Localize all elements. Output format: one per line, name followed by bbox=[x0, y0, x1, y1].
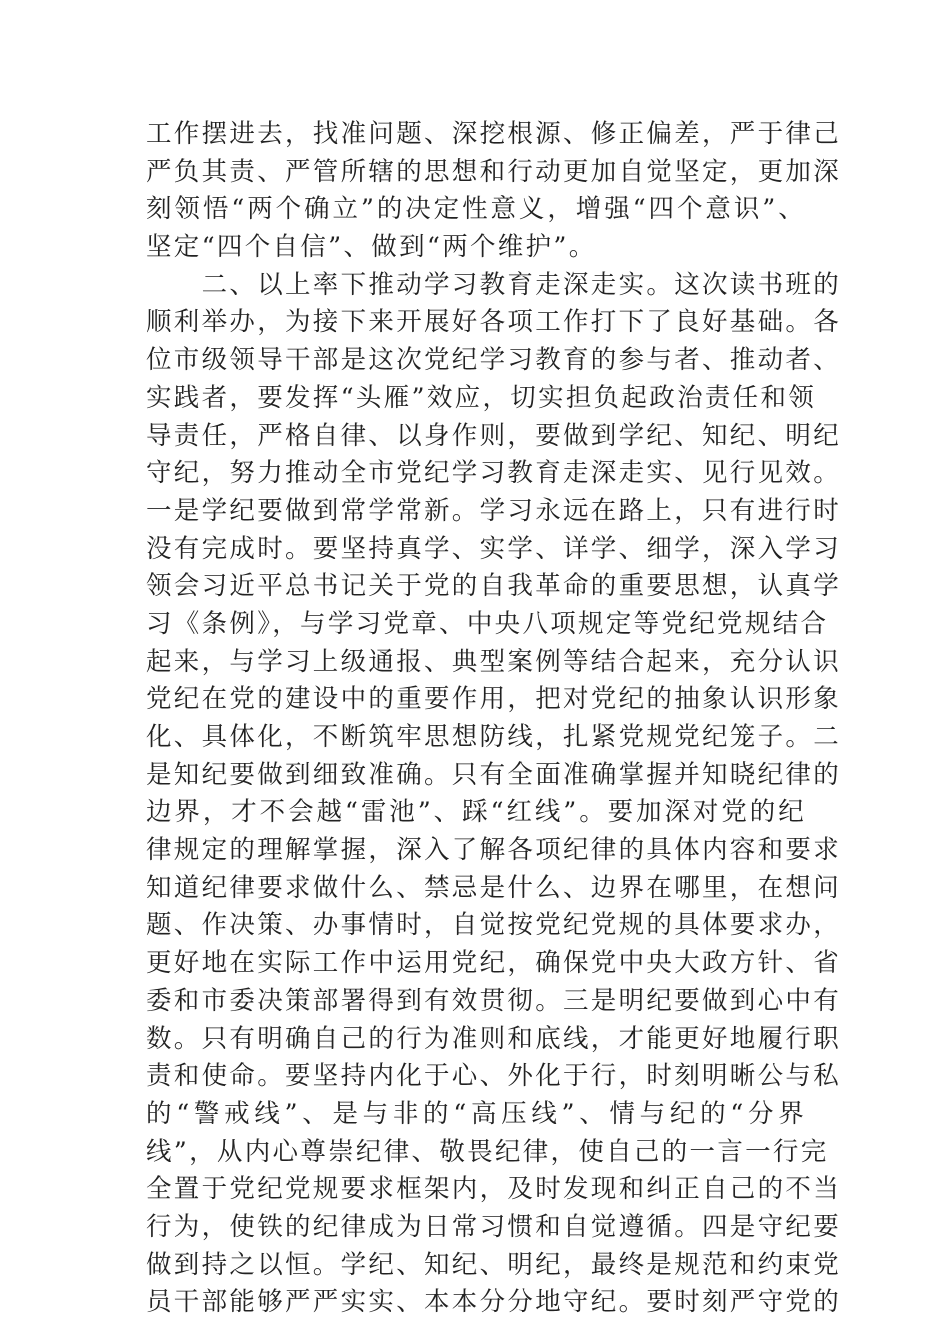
text-line: 位市级领导干部是这次党纪学习教育的参与者、推动者、 bbox=[146, 345, 842, 376]
text-line: 律规定的理解掌握，深入了解各项纪律的具体内容和要求 bbox=[146, 835, 842, 866]
text-line: 顺利举办，为接下来开展好各项工作打下了良好基础。各 bbox=[146, 307, 842, 338]
text-line: 实践者，要发挥“头雁”效应，切实担负起政治责任和领 bbox=[146, 382, 817, 413]
text-line: 责和使命。要坚持内化于心、外化于行，时刻明晰公与私 bbox=[146, 1061, 842, 1092]
text-line: 行为，使铁的纪律成为日常习惯和自觉遵循。四是守纪要 bbox=[146, 1211, 842, 1242]
text-line: 习《条例》，与学习党章、中央八项规定等党纪党规结合 bbox=[146, 608, 829, 639]
text-line: 边界，才不会越“雷池”、踩“红线”。要加深对党的纪 bbox=[146, 797, 806, 828]
text-line: 起来，与学习上级通报、典型案例等结合起来，充分认识 bbox=[146, 646, 842, 677]
text-line: 更好地在实际工作中运用党纪，确保党中央大政方针、省 bbox=[146, 948, 842, 979]
text-line: 员干部能够严严实实、本本分分地守纪。要时刻严守党的 bbox=[146, 1287, 842, 1318]
paragraph-first-line: 二、以上率下推动学习教育走深走实。这次读书班的 bbox=[146, 269, 842, 300]
text-line: 党纪在党的建设中的重要作用，把对党纪的抽象认识形象 bbox=[146, 684, 842, 715]
text-line: 数。只有明确自己的行为准则和底线，才能更好地履行职 bbox=[146, 1023, 842, 1054]
text-line: 化、具体化，不断筑牢思想防线，扎紧党规党纪笼子。二 bbox=[146, 722, 842, 752]
text-line: 坚定“四个自信”、做到“两个维护”。 bbox=[146, 232, 597, 263]
text-line: 工作摆进去，找准问题、深挖根源、修正偏差，严于律己 bbox=[146, 119, 842, 149]
text-line: 线”，从内心尊崇纪律、敬畏纪律，使自己的一言一行完 bbox=[146, 1136, 829, 1167]
text-line: 导责任，严格自律、以身作则，要做到学纪、知纪、明纪 bbox=[146, 420, 842, 451]
text-line: 守纪，努力推动全市党纪学习教育走深走实、见行见效。 bbox=[146, 458, 842, 489]
body-text bbox=[146, 116, 842, 1322]
text-line: 一是学纪要做到常学常新。学习永远在路上，只有进行时 bbox=[146, 495, 842, 526]
text-line: 做到持之以恒。学纪、知纪、明纪，最终是规范和约束党 bbox=[146, 1249, 842, 1280]
text-line: 领会习近平总书记关于党的自我革命的重要思想，认真学 bbox=[146, 571, 842, 602]
text-line: 委和市委决策部署得到有效贯彻。三是明纪要做到心中有 bbox=[146, 985, 842, 1016]
text-line: 全置于党纪党规要求框架内，及时发现和纠正自己的不当 bbox=[146, 1174, 842, 1205]
text-line: 的“警戒线”、是与非的“高压线”、情与纪的“分界 bbox=[146, 1098, 806, 1129]
text-line: 没有完成时。要坚持真学、实学、详学、细学，深入学习 bbox=[146, 533, 842, 564]
text-line: 题、作决策、办事情时，自觉按党纪党规的具体要求办， bbox=[146, 910, 842, 941]
text-line: 严负其责、严管所辖的思想和行动更加自觉坚定，更加深 bbox=[146, 156, 842, 187]
text-line: 是知纪要做到细致准确。只有全面准确掌握并知晓纪律的 bbox=[146, 759, 842, 790]
text-line: 知道纪律要求做什么、禁忌是什么、边界在哪里，在想问 bbox=[146, 872, 842, 903]
text-line: 刻领悟“两个确立”的决定性意义，增强“四个意识”、 bbox=[146, 194, 806, 225]
